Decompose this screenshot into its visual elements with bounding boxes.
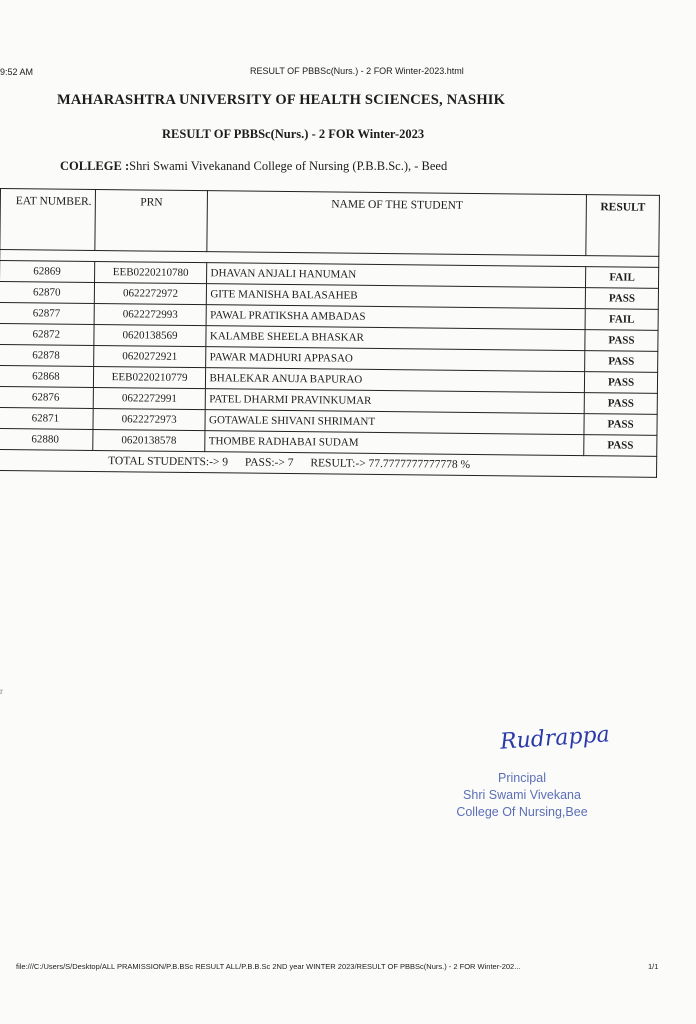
footer-page-number: 1/1: [648, 962, 659, 971]
column-header-result: RESULT: [586, 195, 660, 257]
result-percentage: RESULT:-> 77.7777777777778 %: [310, 457, 471, 471]
seat-number-cell: 62869: [0, 261, 94, 283]
result-title: RESULT OF PBBSc(Nurs.) - 2 FOR Winter-2023: [162, 127, 425, 141]
print-time: 9:52 AM: [0, 67, 34, 77]
prn-cell: 0622272972: [94, 282, 207, 304]
seat-number-cell: 62878: [0, 344, 94, 366]
stamp-line-college: Shri Swami Vivekana: [463, 788, 581, 802]
results-table: [0, 188, 660, 478]
student-name-cell: GOTAWALE SHIVANI SHRIMANT: [205, 410, 584, 435]
stamp-line-nursing: College Of Nursing,Bee: [456, 805, 588, 819]
student-name-cell: PAWAL PRATIKSHA AMBADAS: [207, 305, 586, 330]
column-header-seat-number: EAT NUMBER.: [0, 189, 95, 251]
result-cell: FAIL: [586, 267, 659, 289]
result-cell: PASS: [584, 393, 657, 415]
result-cell: PASS: [585, 372, 658, 394]
prn-cell: 0620138578: [92, 429, 205, 451]
student-name-cell: BHALEKAR ANUJA BAPURAO: [206, 368, 585, 393]
result-cell: PASS: [585, 288, 658, 310]
result-cell: PASS: [585, 330, 658, 352]
table-body: [0, 250, 659, 457]
pass-count: PASS:-> 7: [244, 456, 294, 470]
seat-number-cell: 62880: [0, 428, 93, 450]
prn-cell: EEB0220210779: [93, 366, 206, 388]
column-header-student-name: NAME OF THE STUDENT: [207, 191, 586, 256]
college-name: Shri Swami Vivekanand College of Nursing (P.B.B.Sc.), - Beed: [129, 159, 448, 173]
seat-number-cell: 62876: [0, 386, 93, 408]
seat-number-cell: 62871: [0, 407, 93, 429]
college-line: [60, 159, 447, 174]
total-students: TOTAL STUDENTS:-> 9: [108, 455, 229, 469]
footer-file-path: file:///C:/Users/S/Desktop/ALL PRAMISSION/P.B.BSc RESULT ALL/P.B.B.Sc 2ND year WINTER 2023/RESULT OF PBBSc(Nurs.) - 2 FOR Winter-202...: [16, 962, 521, 971]
college-label: COLLEGE :: [60, 159, 130, 173]
seat-number-cell: 62872: [0, 323, 94, 345]
prn-cell: 0622272993: [94, 303, 207, 325]
student-name-cell: PATEL DHARMI PRAVINKUMAR: [206, 389, 585, 414]
prn-cell: EEB0220210780: [94, 261, 207, 283]
result-cell: PASS: [585, 351, 658, 373]
column-header-prn: PRN: [95, 189, 208, 251]
university-title: MAHARASHTRA UNIVERSITY OF HEALTH SCIENCES, NASHIK: [57, 92, 506, 108]
prn-cell: 0622272991: [93, 387, 206, 409]
student-name-cell: DHAVAN ANJALI HANUMAN: [207, 263, 586, 288]
result-cell: PASS: [584, 435, 657, 457]
prn-cell: 0620272921: [93, 345, 206, 367]
result-cell: FAIL: [585, 309, 658, 331]
student-name-cell: KALAMBE SHEELA BHASKAR: [206, 326, 585, 351]
student-name-cell: GITE MANISHA BALASAHEB: [207, 284, 586, 309]
seat-number-cell: 62868: [0, 365, 93, 387]
student-name-cell: THOMBE RADHABAI SUDAM: [205, 431, 584, 456]
result-cell: PASS: [584, 414, 657, 436]
prn-cell: 0620138569: [94, 324, 207, 346]
seat-number-cell: 62877: [0, 302, 94, 324]
table-header-row: [0, 189, 659, 257]
stamp-line-principal: Principal: [498, 771, 546, 785]
print-title: RESULT OF PBBSc(Nurs.) - 2 FOR Winter-2023.html: [250, 66, 464, 76]
prn-cell: 0622272973: [93, 408, 206, 430]
student-name-cell: PAWAR MADHURI APPASAO: [206, 347, 585, 372]
seat-number-cell: 62870: [0, 282, 94, 304]
principal-stamp: [432, 770, 612, 821]
principal-signature: Rudrappa: [499, 722, 611, 755]
margin-mark: r: [0, 686, 3, 696]
